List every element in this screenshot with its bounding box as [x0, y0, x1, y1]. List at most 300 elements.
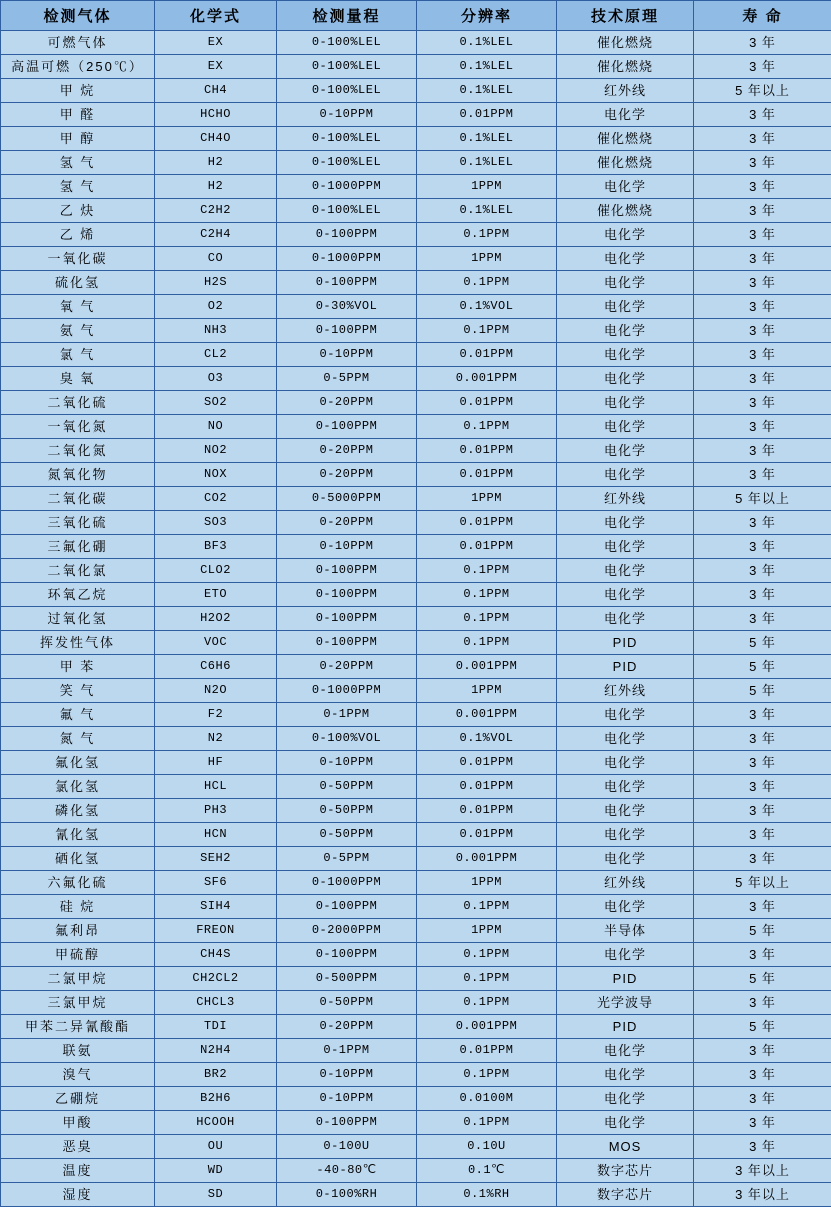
- cell-lifetime: 3 年: [694, 583, 831, 607]
- cell-measuring-range: 0-20PPM: [277, 511, 417, 535]
- table-row: [1, 895, 831, 919]
- table-row: [1, 103, 831, 127]
- cell-lifetime: 5 年以上: [694, 487, 831, 511]
- cell-chemical-formula: O3: [155, 367, 277, 391]
- cell-lifetime: 3 年: [694, 367, 831, 391]
- cell-gas-name: 乙 炔: [1, 199, 155, 223]
- table-row: [1, 991, 831, 1015]
- cell-technology: 电化学: [557, 367, 694, 391]
- table-row: [1, 391, 831, 415]
- cell-chemical-formula: B2H6: [155, 1087, 277, 1111]
- cell-lifetime: 3 年: [694, 199, 831, 223]
- cell-technology: 电化学: [557, 703, 694, 727]
- column-header-measuring-range: 检测量程: [277, 1, 417, 31]
- cell-technology: 电化学: [557, 319, 694, 343]
- cell-lifetime: 3 年: [694, 1111, 831, 1135]
- cell-technology: PID: [557, 655, 694, 679]
- cell-chemical-formula: EX: [155, 31, 277, 55]
- cell-gas-name: 乙 烯: [1, 223, 155, 247]
- cell-measuring-range: 0-10PPM: [277, 1063, 417, 1087]
- cell-resolution: 0.1%LEL: [417, 79, 557, 103]
- cell-resolution: 0.1%LEL: [417, 31, 557, 55]
- cell-lifetime: 5 年: [694, 1015, 831, 1039]
- table-row: [1, 463, 831, 487]
- cell-measuring-range: 0-100%LEL: [277, 31, 417, 55]
- cell-chemical-formula: OU: [155, 1135, 277, 1159]
- cell-chemical-formula: SD: [155, 1183, 277, 1207]
- cell-gas-name: 甲 烷: [1, 79, 155, 103]
- cell-resolution: 0.1PPM: [417, 271, 557, 295]
- cell-technology: 电化学: [557, 535, 694, 559]
- cell-measuring-range: 0-10PPM: [277, 343, 417, 367]
- cell-technology: 催化燃烧: [557, 31, 694, 55]
- cell-measuring-range: 0-10PPM: [277, 751, 417, 775]
- cell-lifetime: 3 年: [694, 535, 831, 559]
- table-row: [1, 1087, 831, 1111]
- cell-measuring-range: -40-80℃: [277, 1159, 417, 1183]
- cell-technology: 电化学: [557, 103, 694, 127]
- table-row: [1, 1111, 831, 1135]
- cell-gas-name: 三氟化硼: [1, 535, 155, 559]
- cell-measuring-range: 0-100%LEL: [277, 151, 417, 175]
- cell-technology: 电化学: [557, 943, 694, 967]
- cell-technology: 电化学: [557, 343, 694, 367]
- cell-chemical-formula: ETO: [155, 583, 277, 607]
- cell-chemical-formula: CH2CL2: [155, 967, 277, 991]
- cell-resolution: 0.1PPM: [417, 991, 557, 1015]
- cell-measuring-range: 0-1000PPM: [277, 175, 417, 199]
- table-row: [1, 247, 831, 271]
- table-row: [1, 439, 831, 463]
- cell-technology: 电化学: [557, 511, 694, 535]
- cell-lifetime: 3 年: [694, 1135, 831, 1159]
- cell-measuring-range: 0-100%RH: [277, 1183, 417, 1207]
- cell-chemical-formula: NO: [155, 415, 277, 439]
- column-header-gas-name: 检测气体: [1, 1, 155, 31]
- cell-measuring-range: 0-50PPM: [277, 823, 417, 847]
- table-row: [1, 799, 831, 823]
- cell-gas-name: 笑 气: [1, 679, 155, 703]
- cell-chemical-formula: BR2: [155, 1063, 277, 1087]
- cell-measuring-range: 0-100PPM: [277, 1111, 417, 1135]
- cell-resolution: 0.01PPM: [417, 823, 557, 847]
- cell-chemical-formula: CO: [155, 247, 277, 271]
- column-header-lifetime: 寿 命: [694, 1, 831, 31]
- cell-resolution: 0.1PPM: [417, 583, 557, 607]
- cell-measuring-range: 0-100%LEL: [277, 127, 417, 151]
- table-row: [1, 631, 831, 655]
- cell-lifetime: 5 年以上: [694, 79, 831, 103]
- table-row: [1, 775, 831, 799]
- cell-lifetime: 3 年: [694, 103, 831, 127]
- table-body: [1, 31, 831, 1207]
- cell-chemical-formula: SEH2: [155, 847, 277, 871]
- cell-lifetime: 3 年: [694, 847, 831, 871]
- cell-technology: 电化学: [557, 295, 694, 319]
- cell-measuring-range: 0-30%VOL: [277, 295, 417, 319]
- cell-gas-name: 甲 醛: [1, 103, 155, 127]
- cell-gas-name: 氟 气: [1, 703, 155, 727]
- cell-measuring-range: 0-10PPM: [277, 535, 417, 559]
- cell-resolution: 0.001PPM: [417, 367, 557, 391]
- cell-measuring-range: 0-20PPM: [277, 463, 417, 487]
- table-row: [1, 679, 831, 703]
- cell-chemical-formula: PH3: [155, 799, 277, 823]
- cell-measuring-range: 0-100%LEL: [277, 199, 417, 223]
- cell-measuring-range: 0-20PPM: [277, 1015, 417, 1039]
- cell-lifetime: 3 年以上: [694, 1183, 831, 1207]
- cell-technology: MOS: [557, 1135, 694, 1159]
- cell-gas-name: 可燃气体: [1, 31, 155, 55]
- cell-lifetime: 3 年: [694, 391, 831, 415]
- cell-resolution: 0.1%VOL: [417, 727, 557, 751]
- cell-chemical-formula: CO2: [155, 487, 277, 511]
- cell-lifetime: 3 年: [694, 247, 831, 271]
- cell-chemical-formula: CH4S: [155, 943, 277, 967]
- cell-gas-name: 氢 气: [1, 151, 155, 175]
- cell-lifetime: 3 年: [694, 223, 831, 247]
- table-row: [1, 727, 831, 751]
- cell-gas-name: 氯化氢: [1, 775, 155, 799]
- cell-resolution: 0.1PPM: [417, 415, 557, 439]
- table-row: [1, 535, 831, 559]
- cell-chemical-formula: NOX: [155, 463, 277, 487]
- cell-measuring-range: 0-5PPM: [277, 847, 417, 871]
- cell-gas-name: 甲 苯: [1, 655, 155, 679]
- cell-technology: 电化学: [557, 1063, 694, 1087]
- cell-measuring-range: 0-100PPM: [277, 559, 417, 583]
- cell-gas-name: 溴气: [1, 1063, 155, 1087]
- cell-lifetime: 5 年: [694, 919, 831, 943]
- table-row: [1, 343, 831, 367]
- cell-measuring-range: 0-100PPM: [277, 415, 417, 439]
- table-row: [1, 31, 831, 55]
- cell-gas-name: 臭 氧: [1, 367, 155, 391]
- cell-measuring-range: 0-100PPM: [277, 607, 417, 631]
- table-row: [1, 583, 831, 607]
- cell-gas-name: 湿度: [1, 1183, 155, 1207]
- cell-gas-name: 甲酸: [1, 1111, 155, 1135]
- cell-lifetime: 3 年: [694, 703, 831, 727]
- cell-measuring-range: 0-50PPM: [277, 775, 417, 799]
- cell-gas-name: 氮 气: [1, 727, 155, 751]
- cell-technology: 电化学: [557, 823, 694, 847]
- cell-gas-name: 甲苯二异氰酸酯: [1, 1015, 155, 1039]
- cell-technology: 电化学: [557, 439, 694, 463]
- cell-resolution: 0.1PPM: [417, 895, 557, 919]
- cell-gas-name: 二氧化氯: [1, 559, 155, 583]
- cell-resolution: 0.01PPM: [417, 775, 557, 799]
- cell-measuring-range: 0-50PPM: [277, 991, 417, 1015]
- table-row: [1, 319, 831, 343]
- cell-technology: 电化学: [557, 847, 694, 871]
- table-row: [1, 823, 831, 847]
- cell-technology: PID: [557, 631, 694, 655]
- cell-lifetime: 3 年: [694, 559, 831, 583]
- cell-technology: PID: [557, 1015, 694, 1039]
- cell-resolution: 0.01PPM: [417, 1039, 557, 1063]
- cell-resolution: 0.1PPM: [417, 223, 557, 247]
- cell-lifetime: 3 年: [694, 175, 831, 199]
- table-row: [1, 1159, 831, 1183]
- cell-technology: 催化燃烧: [557, 55, 694, 79]
- cell-measuring-range: 0-100U: [277, 1135, 417, 1159]
- cell-lifetime: 3 年: [694, 511, 831, 535]
- table-row: [1, 367, 831, 391]
- cell-resolution: 0.1%LEL: [417, 55, 557, 79]
- cell-gas-name: 氮氧化物: [1, 463, 155, 487]
- table-row: [1, 847, 831, 871]
- cell-lifetime: 3 年: [694, 295, 831, 319]
- cell-lifetime: 3 年: [694, 991, 831, 1015]
- cell-lifetime: 3 年: [694, 751, 831, 775]
- column-header-technology: 技术原理: [557, 1, 694, 31]
- cell-measuring-range: 0-20PPM: [277, 655, 417, 679]
- cell-chemical-formula: CLO2: [155, 559, 277, 583]
- cell-measuring-range: 0-20PPM: [277, 391, 417, 415]
- cell-lifetime: 5 年: [694, 967, 831, 991]
- cell-gas-name: 六氟化硫: [1, 871, 155, 895]
- cell-measuring-range: 0-100%VOL: [277, 727, 417, 751]
- cell-technology: 数字芯片: [557, 1183, 694, 1207]
- table-header: [1, 1, 831, 31]
- cell-measuring-range: 0-1000PPM: [277, 679, 417, 703]
- cell-lifetime: 3 年: [694, 607, 831, 631]
- table-row: [1, 151, 831, 175]
- cell-resolution: 1PPM: [417, 919, 557, 943]
- cell-measuring-range: 0-500PPM: [277, 967, 417, 991]
- cell-chemical-formula: NH3: [155, 319, 277, 343]
- cell-lifetime: 3 年: [694, 1039, 831, 1063]
- cell-gas-name: 甲硫醇: [1, 943, 155, 967]
- cell-resolution: 0.01PPM: [417, 343, 557, 367]
- cell-technology: 电化学: [557, 583, 694, 607]
- cell-technology: 电化学: [557, 1111, 694, 1135]
- cell-measuring-range: 0-1000PPM: [277, 247, 417, 271]
- cell-chemical-formula: HCHO: [155, 103, 277, 127]
- cell-chemical-formula: CH4: [155, 79, 277, 103]
- table-header-row: [1, 1, 831, 31]
- cell-lifetime: 5 年以上: [694, 871, 831, 895]
- cell-lifetime: 3 年: [694, 55, 831, 79]
- cell-lifetime: 3 年: [694, 31, 831, 55]
- table-row: [1, 127, 831, 151]
- cell-gas-name: 挥发性气体: [1, 631, 155, 655]
- cell-chemical-formula: H2: [155, 175, 277, 199]
- table-row: [1, 607, 831, 631]
- cell-lifetime: 3 年: [694, 127, 831, 151]
- cell-gas-name: 氰化氢: [1, 823, 155, 847]
- cell-resolution: 0.01PPM: [417, 391, 557, 415]
- cell-resolution: 1PPM: [417, 247, 557, 271]
- cell-measuring-range: 0-100PPM: [277, 271, 417, 295]
- cell-chemical-formula: N2O: [155, 679, 277, 703]
- table-row: [1, 1183, 831, 1207]
- cell-resolution: 0.01PPM: [417, 439, 557, 463]
- cell-technology: 电化学: [557, 727, 694, 751]
- cell-resolution: 0.001PPM: [417, 655, 557, 679]
- cell-technology: 电化学: [557, 799, 694, 823]
- cell-resolution: 0.1PPM: [417, 631, 557, 655]
- cell-gas-name: 氨 气: [1, 319, 155, 343]
- table-row: [1, 1015, 831, 1039]
- cell-gas-name: 二氧化硫: [1, 391, 155, 415]
- cell-measuring-range: 0-100PPM: [277, 943, 417, 967]
- cell-chemical-formula: SO2: [155, 391, 277, 415]
- cell-lifetime: 3 年: [694, 895, 831, 919]
- cell-lifetime: 3 年: [694, 319, 831, 343]
- cell-gas-name: 硒化氢: [1, 847, 155, 871]
- cell-chemical-formula: C2H4: [155, 223, 277, 247]
- cell-technology: 电化学: [557, 271, 694, 295]
- cell-resolution: 0.1PPM: [417, 559, 557, 583]
- table-row: [1, 1135, 831, 1159]
- cell-technology: 电化学: [557, 247, 694, 271]
- cell-gas-name: 一氧化碳: [1, 247, 155, 271]
- cell-gas-name: 磷化氢: [1, 799, 155, 823]
- cell-lifetime: 3 年: [694, 799, 831, 823]
- cell-resolution: 0.0100M: [417, 1087, 557, 1111]
- cell-resolution: 0.1PPM: [417, 1063, 557, 1087]
- cell-technology: 电化学: [557, 1039, 694, 1063]
- cell-lifetime: 3 年: [694, 775, 831, 799]
- cell-chemical-formula: FREON: [155, 919, 277, 943]
- cell-lifetime: 3 年: [694, 343, 831, 367]
- cell-gas-name: 过氧化氢: [1, 607, 155, 631]
- cell-resolution: 1PPM: [417, 871, 557, 895]
- table-row: [1, 199, 831, 223]
- cell-technology: 催化燃烧: [557, 199, 694, 223]
- cell-resolution: 0.10U: [417, 1135, 557, 1159]
- cell-gas-name: 二氯甲烷: [1, 967, 155, 991]
- cell-gas-name: 氯 气: [1, 343, 155, 367]
- cell-resolution: 0.001PPM: [417, 703, 557, 727]
- table-row: [1, 415, 831, 439]
- cell-gas-name: 二氧化氮: [1, 439, 155, 463]
- cell-technology: 电化学: [557, 1087, 694, 1111]
- cell-technology: 电化学: [557, 559, 694, 583]
- cell-resolution: 1PPM: [417, 487, 557, 511]
- cell-resolution: 0.1%VOL: [417, 295, 557, 319]
- cell-resolution: 0.1%LEL: [417, 199, 557, 223]
- table-row: [1, 79, 831, 103]
- cell-resolution: 1PPM: [417, 175, 557, 199]
- cell-chemical-formula: CL2: [155, 343, 277, 367]
- table-row: [1, 751, 831, 775]
- cell-resolution: 0.001PPM: [417, 847, 557, 871]
- cell-technology: 红外线: [557, 487, 694, 511]
- cell-chemical-formula: N2: [155, 727, 277, 751]
- cell-lifetime: 5 年: [694, 655, 831, 679]
- cell-resolution: 0.01PPM: [417, 751, 557, 775]
- cell-gas-name: 二氧化碳: [1, 487, 155, 511]
- cell-resolution: 0.01PPM: [417, 511, 557, 535]
- cell-measuring-range: 0-100PPM: [277, 223, 417, 247]
- cell-lifetime: 3 年以上: [694, 1159, 831, 1183]
- cell-resolution: 0.1%RH: [417, 1183, 557, 1207]
- column-header-chemical-formula: 化学式: [155, 1, 277, 31]
- cell-chemical-formula: N2H4: [155, 1039, 277, 1063]
- cell-technology: 电化学: [557, 751, 694, 775]
- cell-chemical-formula: HF: [155, 751, 277, 775]
- table-row: [1, 655, 831, 679]
- cell-technology: 电化学: [557, 223, 694, 247]
- cell-chemical-formula: O2: [155, 295, 277, 319]
- cell-technology: 电化学: [557, 175, 694, 199]
- cell-lifetime: 3 年: [694, 943, 831, 967]
- cell-measuring-range: 0-100PPM: [277, 583, 417, 607]
- cell-technology: 电化学: [557, 391, 694, 415]
- cell-chemical-formula: SF6: [155, 871, 277, 895]
- cell-technology: PID: [557, 967, 694, 991]
- cell-lifetime: 3 年: [694, 271, 831, 295]
- cell-chemical-formula: NO2: [155, 439, 277, 463]
- cell-chemical-formula: CHCL3: [155, 991, 277, 1015]
- cell-chemical-formula: TDI: [155, 1015, 277, 1039]
- table-row: [1, 223, 831, 247]
- table-row: [1, 871, 831, 895]
- cell-technology: 电化学: [557, 415, 694, 439]
- table-row: [1, 487, 831, 511]
- cell-resolution: 0.1PPM: [417, 319, 557, 343]
- cell-gas-name: 三氯甲烷: [1, 991, 155, 1015]
- cell-resolution: 0.01PPM: [417, 103, 557, 127]
- cell-technology: 电化学: [557, 607, 694, 631]
- cell-chemical-formula: H2O2: [155, 607, 277, 631]
- cell-chemical-formula: CH4O: [155, 127, 277, 151]
- table-row: [1, 943, 831, 967]
- table-row: [1, 175, 831, 199]
- cell-measuring-range: 0-1000PPM: [277, 871, 417, 895]
- cell-measuring-range: 0-1PPM: [277, 703, 417, 727]
- cell-resolution: 0.1PPM: [417, 967, 557, 991]
- cell-resolution: 0.01PPM: [417, 463, 557, 487]
- cell-lifetime: 3 年: [694, 463, 831, 487]
- cell-chemical-formula: HCN: [155, 823, 277, 847]
- table-row: [1, 919, 831, 943]
- cell-resolution: 0.01PPM: [417, 535, 557, 559]
- cell-chemical-formula: HCOOH: [155, 1111, 277, 1135]
- cell-measuring-range: 0-1PPM: [277, 1039, 417, 1063]
- cell-resolution: 0.01PPM: [417, 799, 557, 823]
- cell-measuring-range: 0-20PPM: [277, 439, 417, 463]
- cell-gas-name: 温度: [1, 1159, 155, 1183]
- cell-chemical-formula: VOC: [155, 631, 277, 655]
- cell-gas-name: 氟化氢: [1, 751, 155, 775]
- cell-lifetime: 3 年: [694, 727, 831, 751]
- cell-gas-name: 氟利昂: [1, 919, 155, 943]
- table-row: [1, 511, 831, 535]
- cell-gas-name: 高温可燃（250℃）: [1, 55, 155, 79]
- cell-chemical-formula: F2: [155, 703, 277, 727]
- cell-gas-name: 环氧乙烷: [1, 583, 155, 607]
- cell-measuring-range: 0-10PPM: [277, 1087, 417, 1111]
- cell-technology: 半导体: [557, 919, 694, 943]
- cell-resolution: 0.1%LEL: [417, 127, 557, 151]
- cell-resolution: 1PPM: [417, 679, 557, 703]
- cell-resolution: 0.1PPM: [417, 607, 557, 631]
- cell-gas-name: 联氨: [1, 1039, 155, 1063]
- cell-chemical-formula: SIH4: [155, 895, 277, 919]
- cell-measuring-range: 0-100PPM: [277, 631, 417, 655]
- cell-resolution: 0.001PPM: [417, 1015, 557, 1039]
- cell-gas-name: 乙硼烷: [1, 1087, 155, 1111]
- cell-lifetime: 3 年: [694, 415, 831, 439]
- cell-technology: 电化学: [557, 895, 694, 919]
- cell-technology: 电化学: [557, 775, 694, 799]
- cell-gas-name: 甲 醇: [1, 127, 155, 151]
- cell-measuring-range: 0-10PPM: [277, 103, 417, 127]
